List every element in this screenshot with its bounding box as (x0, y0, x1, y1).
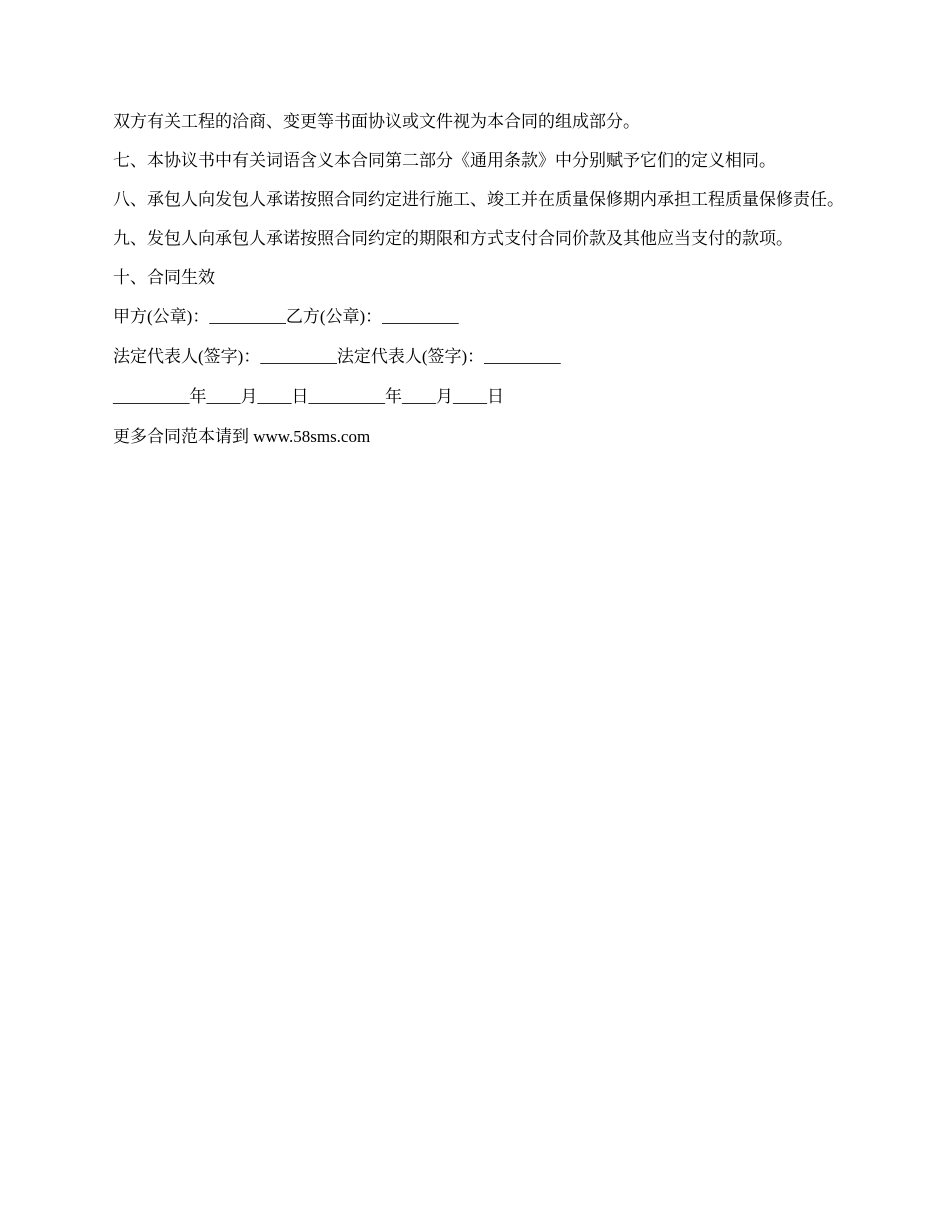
signature-line-dates: _________年____月____日_________年____月____日 (113, 387, 504, 406)
signature-line-seals: 甲方(公章)：_________乙方(公章)：_________ (113, 307, 459, 326)
paragraph-clause-8: 八、承包人向发包人承诺按照合同约定进行施工、竣工并在质量保修期内承担工程质量保修责任。 (113, 190, 844, 209)
footer-more-templates: 更多合同范本请到 www.58sms.com (113, 427, 371, 446)
paragraph-clause-7: 七、本协议书中有关词语含义本合同第二部分《通用条款》中分别赋予它们的定义相同。 (113, 151, 776, 170)
signature-line-representatives: 法定代表人(签字)：_________法定代表人(签字)：_________ (113, 347, 561, 366)
paragraph-clause-9: 九、发包人向承包人承诺按照合同约定的期限和方式支付合同价款及其他应当支付的款项。 (113, 229, 793, 248)
paragraph-contract-components: 双方有关工程的洽商、变更等书面协议或文件视为本合同的组成部分。 (113, 112, 640, 131)
paragraph-clause-10: 十、合同生效 (113, 268, 215, 287)
document-body (113, 112, 863, 466)
